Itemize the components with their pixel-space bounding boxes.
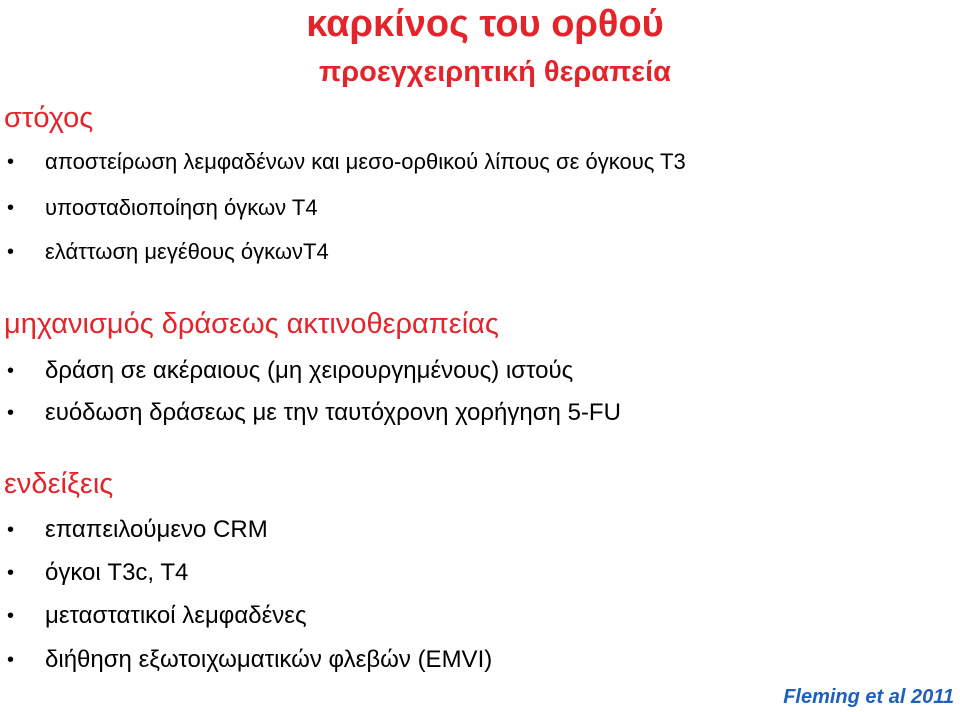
list-item-text: ευόδωση δράσεως με την ταυτόχρονη χορήγηση 5-FU (45, 399, 621, 426)
list-item-text: επαπειλούμενο CRM (45, 516, 268, 543)
section-heading-goal: στόχος (4, 102, 94, 134)
list-item-text: υποσταδιοποίηση όγκων Τ4 (45, 195, 318, 220)
bullet-icon: • (7, 402, 15, 424)
list-item-text: μεταστατικοί λεμφαδένες (45, 602, 307, 629)
list-item-text: διήθηση εξωτοιχωματικών φλεβών (EMVI) (45, 646, 493, 673)
list-item-text: ελάττωση μεγέθους όγκωνΤ4 (45, 239, 329, 264)
bullet-icon: • (7, 197, 15, 219)
slide-subtitle: προεγχειρητική θεραπεία (319, 56, 671, 88)
list-item-text: αποστείρωση λεμφαδένων και μεσο-ορθικού λίπους σε όγκους Τ3 (45, 149, 686, 174)
bullet-icon: • (7, 519, 15, 541)
list-item-text: δράση σε ακέραιους (μη χειρουργημένους) ιστούς (45, 357, 574, 384)
bullet-icon: • (7, 241, 15, 263)
bullet-icon: • (7, 360, 15, 382)
list-item-text: όγκοι T3c, T4 (45, 559, 189, 586)
bullet-icon: • (7, 562, 15, 584)
bullet-icon: • (7, 649, 15, 671)
section-heading-indications: ενδείξεις (4, 468, 114, 500)
bullet-icon: • (7, 151, 15, 173)
citation: Fleming et al 2011 (783, 686, 954, 708)
slide-title: καρκίνος του ορθού (306, 3, 664, 45)
section-heading-mechanism: μηχανισμός δράσεως ακτινοθεραπείας (4, 308, 499, 340)
bullet-icon: • (7, 605, 15, 627)
